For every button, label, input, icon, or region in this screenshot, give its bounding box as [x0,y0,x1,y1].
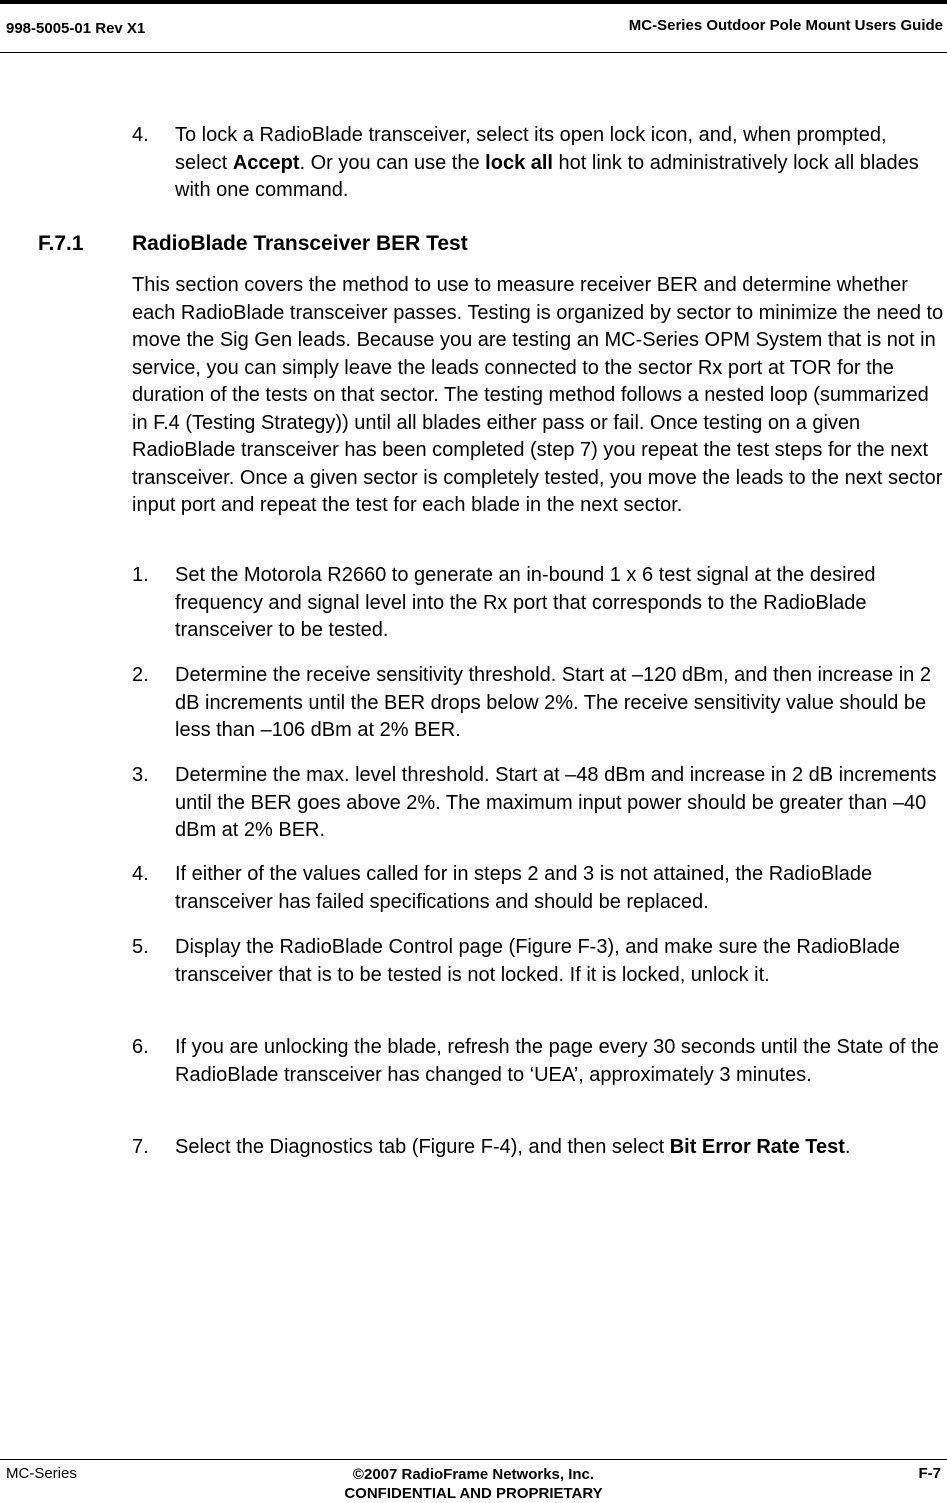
footer-product: MC-Series [6,1465,77,1482]
step-number: 4. [132,863,149,885]
step-number: 6. [132,1036,149,1058]
step-text: Set the Motorola R2660 to generate an in-bound 1 x 6 test signal at the desired frequency and signal level into the Rx port that corresponds to the RadioBlade transceiver to be tested. [175,564,876,641]
footer-center [0,1465,947,1503]
header-top-rule [0,0,947,4]
step-number: 3. [132,764,149,786]
step-number: 1. [132,564,149,586]
text-run: . [844,1136,851,1158]
step-text [175,122,944,205]
footer-confidential: CONFIDENTIAL AND PROPRIETARY [344,1485,603,1502]
step-number: 5. [132,936,149,958]
text-run: To lock a RadioBlade transceiver, select its open lock icon, and, when prompted, select [175,124,887,174]
text-run: hot link to administratively lock all blades with one command. [175,151,919,201]
step-item [132,861,944,916]
step-text: If either of the values called for in steps 2 and 3 is not attained, the RadioBlade transceiver has failed specifications and should be replaced. [175,863,873,913]
guide-title: MC-Series Outdoor Pole Mount Users Guide [628,17,943,34]
footer-rule [0,1459,947,1460]
page-number: F-7 [918,1465,941,1482]
text-run: . Or you can use the [299,151,486,174]
accept-bold: Accept [232,151,300,174]
section-number: F.7.1 [38,232,84,255]
step-item [132,562,944,645]
step-text: Determine the max. level threshold. Start at –48 dBm and increase in 2 dB increments until the BER goes above 2%. The maximum input power should be greater than –40 dBm at 2% BER. [175,764,937,841]
step-item [132,1134,944,1162]
step-text [175,1134,944,1162]
step-text: Display the RadioBlade Control page (Figure F-3), and make sure the RadioBlade transceiver that is to be tested is not locked. If it is locked, unlock it. [175,936,900,986]
step-item [132,1034,944,1089]
bit-error-rate-test-bold: Bit Error Rate Test [669,1136,845,1158]
pre-step-item [132,122,944,205]
section-title: RadioBlade Transceiver BER Test [132,232,468,255]
step-item [132,934,944,989]
header-rule [0,52,947,53]
lock-all-bold: lock all [485,151,553,174]
step-number: 4. [132,124,149,146]
text-run: Select the Diagnostics tab (Figure F-4), and then select [175,1136,670,1158]
footer-copyright: ©2007 RadioFrame Networks, Inc. [352,1466,595,1483]
step-number: 7. [132,1136,149,1158]
step-text: If you are unlocking the blade, refresh the page every 30 seconds until the State of the RadioBlade transceiver has changed to ‘UEA’, approximately 3 minutes. [175,1036,939,1086]
step-number: 2. [132,664,149,686]
step-text: Determine the receive sensitivity threshold. Start at –120 dBm, and then increase in 2 dB increments until the BER drops below 2%. The receive sensitivity value should be less than –106 dBm at 2% BER. [175,664,931,741]
section-intro: This section covers the method to use to measure receiver BER and determine whether each RadioBlade transceiver passes. Testing is organized by sector to minimize the need to move the Sig Gen leads. Because you are testing an MC-Series OPM System that is not in service, you can simply leave the leads connected to the sector Rx port at TOR for the duration of the tests on that sector. The testing method follows a nested loop (summarized in F.4 (Testing Strategy)) until all blades either pass or fail. Once testing on a given RadioBlade transceiver has been completed (step 7) you repeat the test steps for the next transceiver. Once a given sector is completely tested, you move the leads to the next sector input port and repeat the test for each blade in the next sector. [132,274,944,516]
doc-number: 998-5005-01 Rev X1 [6,20,146,37]
step-item [132,762,944,845]
step-item [132,662,944,745]
